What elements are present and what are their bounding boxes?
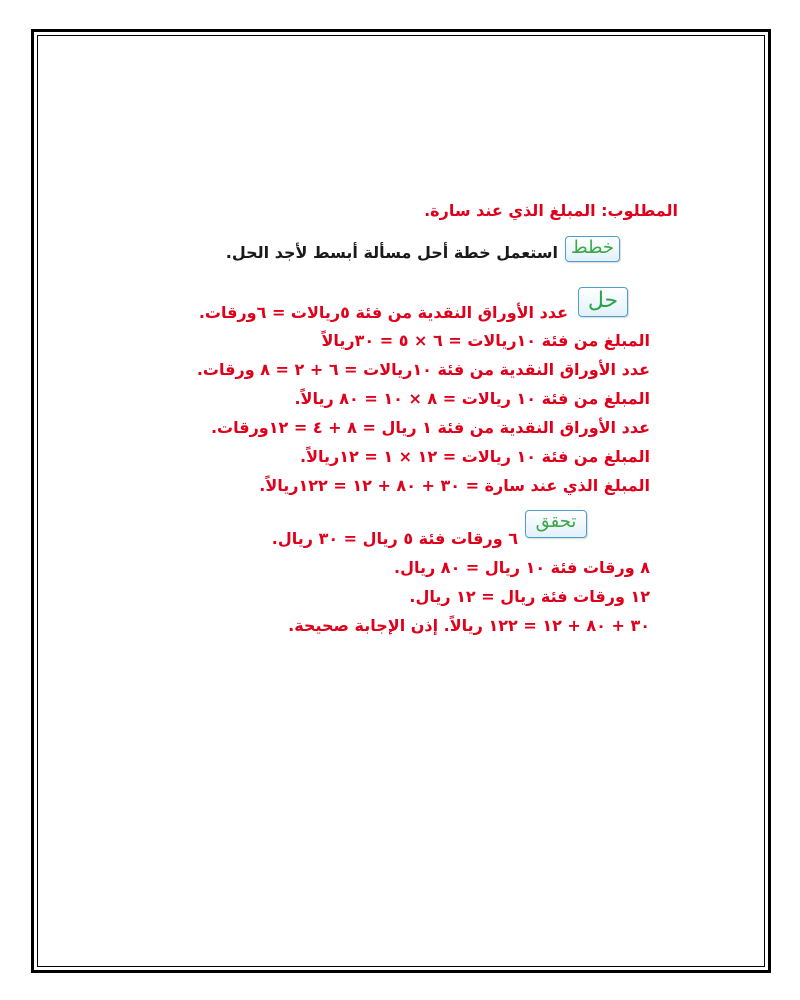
plan-badge: خطط [565, 236, 620, 262]
solve-line-2: المبلغ من فئة ١٠ريالات = ٦ × ٥ = ٣٠ريالاً [321, 331, 650, 350]
check-line-3: ١٢ ورقات فئة ريال = ١٢ ريال. [409, 587, 650, 606]
check-line-4: ٣٠ + ٨٠ + ١٢ = ١٢٢ ريالاً. إذن الإجابة صحيحة. [288, 616, 650, 635]
solve-line-7: المبلغ الذي عند سارة = ٣٠ + ٨٠ + ١٢ = ١٢٢ريالاً. [259, 476, 650, 495]
solve-badge: حل [578, 287, 628, 317]
check-badge: تحقق [525, 510, 587, 538]
plan-text: استعمل خطة أحل مسألة أبسط لأجد الحل. [225, 243, 558, 262]
check-line-2: ٨ ورقات فئة ١٠ ريال = ٨٠ ريال. [394, 558, 650, 577]
solve-line-3: عدد الأوراق النقدية من فئة ١٠ريالات = ٦ + ٢ = ٨ ورقات. [196, 360, 650, 379]
solve-line-6: المبلغ من فئة ١٠ ريالات = ١٢ × ١ = ١٢ريالاً. [300, 447, 650, 466]
required-line: المطلوب: المبلغ الذي عند سارة. [424, 201, 678, 220]
check-line-1: ٦ ورقات فئة ٥ ريال = ٣٠ ريال. [271, 529, 518, 548]
solve-line-1: عدد الأوراق النقدية من فئة ٥ريالات = ٦ورقات. [198, 303, 568, 322]
solve-line-4: المبلغ من فئة ١٠ ريالات = ٨ × ١٠ = ٨٠ ريالاً. [294, 389, 650, 408]
solve-line-5: عدد الأوراق النقدية من فئة ١ ريال = ٨ + ٤ = ١٢ورقات. [210, 418, 650, 437]
